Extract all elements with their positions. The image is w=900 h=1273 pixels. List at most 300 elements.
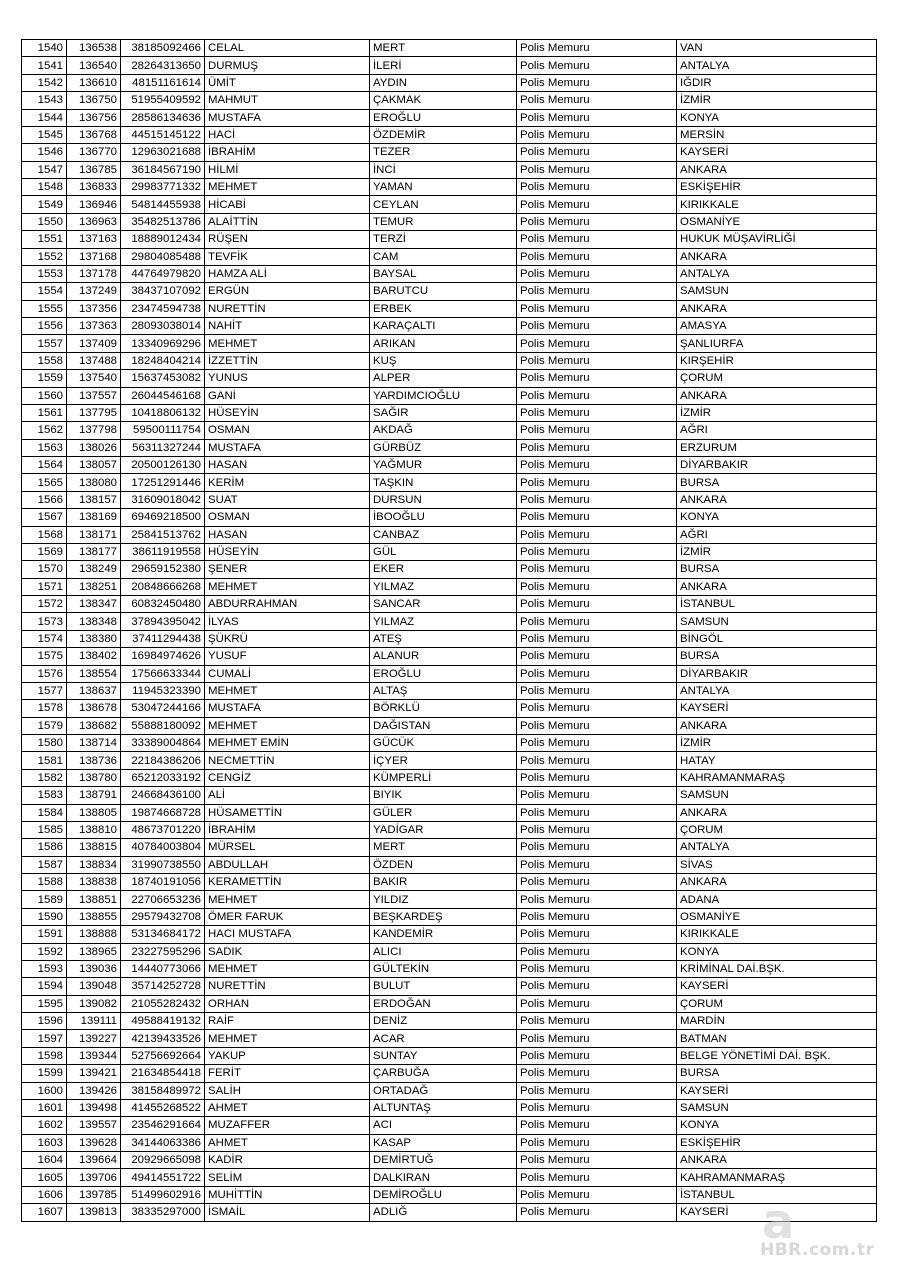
unit-cell: KONYA [677, 1117, 877, 1134]
unit-cell: BİNGÖL [677, 630, 877, 647]
row-number-cell: 1573 [22, 613, 67, 630]
unit-cell: SAMSUN [677, 283, 877, 300]
title-cell: Polis Memuru [517, 717, 677, 734]
first-name-cell: SALİH [205, 1082, 370, 1099]
row-number-cell: 1575 [22, 648, 67, 665]
first-name-cell: NAHİT [205, 318, 370, 335]
title-cell: Polis Memuru [517, 92, 677, 109]
last-name-cell: BAYSAL [370, 265, 517, 282]
table-row [22, 439, 877, 456]
unit-cell: KIRIKKALE [677, 926, 877, 943]
first-name-cell: ŞÜKRÜ [205, 630, 370, 647]
row-number-cell: 1583 [22, 787, 67, 804]
registry-number-cell: 139421 [67, 1065, 121, 1082]
table-row [22, 196, 877, 213]
table-row [22, 700, 877, 717]
first-name-cell: AHMET [205, 1099, 370, 1116]
title-cell: Polis Memuru [517, 1134, 677, 1151]
unit-cell: KAYSERİ [677, 1082, 877, 1099]
row-number-cell: 1604 [22, 1152, 67, 1169]
table-row [22, 509, 877, 526]
first-name-cell: HİCABİ [205, 196, 370, 213]
last-name-cell: KÜMPERLİ [370, 769, 517, 786]
registry-number-cell: 138380 [67, 630, 121, 647]
registry-number-cell: 136540 [67, 57, 121, 74]
first-name-cell: SELİM [205, 1169, 370, 1186]
last-name-cell: DALKIRAN [370, 1169, 517, 1186]
unit-cell: IĞDIR [677, 74, 877, 91]
registry-number-cell: 137163 [67, 231, 121, 248]
unit-cell: ÇORUM [677, 370, 877, 387]
title-cell: Polis Memuru [517, 804, 677, 821]
row-number-cell: 1574 [22, 630, 67, 647]
last-name-cell: YILDIZ [370, 891, 517, 908]
unit-cell: OSMANİYE [677, 908, 877, 925]
first-name-cell: AHMET [205, 1134, 370, 1151]
registry-number-cell: 137178 [67, 265, 121, 282]
first-name-cell: MUSTAFA [205, 700, 370, 717]
id-number-cell: 38158489972 [121, 1082, 205, 1099]
first-name-cell: MEHMET [205, 1030, 370, 1047]
id-number-cell: 18740191056 [121, 874, 205, 891]
id-number-cell: 34144063386 [121, 1134, 205, 1151]
row-number-cell: 1546 [22, 144, 67, 161]
unit-cell: MARDİN [677, 1013, 877, 1030]
title-cell: Polis Memuru [517, 839, 677, 856]
table-row [22, 665, 877, 682]
row-number-cell: 1584 [22, 804, 67, 821]
unit-cell: KAHRAMANMARAŞ [677, 1169, 877, 1186]
last-name-cell: ÇARBUĞA [370, 1065, 517, 1082]
row-number-cell: 1553 [22, 265, 67, 282]
registry-number-cell: 138682 [67, 717, 121, 734]
table-row [22, 161, 877, 178]
registry-number-cell: 139498 [67, 1099, 121, 1116]
first-name-cell: HAMZA ALİ [205, 265, 370, 282]
first-name-cell: MEHMET [205, 960, 370, 977]
registry-number-cell: 136946 [67, 196, 121, 213]
row-number-cell: 1563 [22, 439, 67, 456]
unit-cell: ANKARA [677, 491, 877, 508]
registry-number-cell: 138838 [67, 874, 121, 891]
last-name-cell: DEMİROĞLU [370, 1186, 517, 1203]
first-name-cell: ÖMER FARUK [205, 908, 370, 925]
registry-number-cell: 137363 [67, 318, 121, 335]
title-cell: Polis Memuru [517, 665, 677, 682]
title-cell: Polis Memuru [517, 387, 677, 404]
table-row [22, 179, 877, 196]
unit-cell: İSTANBUL [677, 1186, 877, 1203]
unit-cell: BATMAN [677, 1030, 877, 1047]
title-cell: Polis Memuru [517, 1082, 677, 1099]
registry-number-cell: 139706 [67, 1169, 121, 1186]
watermark-site-text: HBR.com.tr [760, 1240, 875, 1260]
row-number-cell: 1601 [22, 1099, 67, 1116]
registry-number-cell: 139628 [67, 1134, 121, 1151]
registry-number-cell: 137168 [67, 248, 121, 265]
hbr-watermark-logo [752, 1194, 882, 1268]
title-cell: Polis Memuru [517, 439, 677, 456]
row-number-cell: 1577 [22, 682, 67, 699]
row-number-cell: 1592 [22, 943, 67, 960]
table-row [22, 856, 877, 873]
table-row [22, 457, 877, 474]
unit-cell: OSMANİYE [677, 213, 877, 230]
title-cell: Polis Memuru [517, 196, 677, 213]
id-number-cell: 11945323390 [121, 682, 205, 699]
last-name-cell: EKER [370, 561, 517, 578]
registry-number-cell: 138855 [67, 908, 121, 925]
unit-cell: ANTALYA [677, 57, 877, 74]
unit-cell: KRİMİNAL DAİ.BŞK. [677, 960, 877, 977]
unit-cell: ANKARA [677, 300, 877, 317]
last-name-cell: DENİZ [370, 1013, 517, 1030]
registry-number-cell: 138348 [67, 613, 121, 630]
table-row [22, 769, 877, 786]
id-number-cell: 65212033192 [121, 769, 205, 786]
table-row [22, 422, 877, 439]
first-name-cell: MEHMET EMİN [205, 735, 370, 752]
table-row [22, 318, 877, 335]
row-number-cell: 1590 [22, 908, 67, 925]
table-row [22, 265, 877, 282]
row-number-cell: 1562 [22, 422, 67, 439]
unit-cell: ŞANLIURFA [677, 335, 877, 352]
last-name-cell: BÖRKLÜ [370, 700, 517, 717]
row-number-cell: 1566 [22, 491, 67, 508]
row-number-cell: 1591 [22, 926, 67, 943]
unit-cell: ESKİŞEHİR [677, 1134, 877, 1151]
id-number-cell: 44515145122 [121, 126, 205, 143]
title-cell: Polis Memuru [517, 596, 677, 613]
registry-number-cell: 138402 [67, 648, 121, 665]
unit-cell: İZMİR [677, 92, 877, 109]
id-number-cell: 28093038014 [121, 318, 205, 335]
unit-cell: BURSA [677, 561, 877, 578]
id-number-cell: 40784003804 [121, 839, 205, 856]
id-number-cell: 38611919558 [121, 543, 205, 560]
id-number-cell: 13340969296 [121, 335, 205, 352]
title-cell: Polis Memuru [517, 179, 677, 196]
row-number-cell: 1542 [22, 74, 67, 91]
row-number-cell: 1544 [22, 109, 67, 126]
id-number-cell: 52756692664 [121, 1047, 205, 1064]
registry-number-cell: 138169 [67, 509, 121, 526]
id-number-cell: 59500111754 [121, 422, 205, 439]
row-number-cell: 1558 [22, 352, 67, 369]
last-name-cell: GÜLER [370, 804, 517, 821]
id-number-cell: 53134684172 [121, 926, 205, 943]
unit-cell: KAYSERİ [677, 700, 877, 717]
row-number-cell: 1568 [22, 526, 67, 543]
row-number-cell: 1607 [22, 1204, 67, 1221]
unit-cell: İZMİR [677, 543, 877, 560]
last-name-cell: SANCAR [370, 596, 517, 613]
row-number-cell: 1600 [22, 1082, 67, 1099]
last-name-cell: ATEŞ [370, 630, 517, 647]
table-row [22, 630, 877, 647]
table-row [22, 874, 877, 891]
id-number-cell: 21634854418 [121, 1065, 205, 1082]
table-row [22, 1065, 877, 1082]
row-number-cell: 1602 [22, 1117, 67, 1134]
id-number-cell: 24668436100 [121, 787, 205, 804]
table-row [22, 717, 877, 734]
last-name-cell: AKDAĞ [370, 422, 517, 439]
last-name-cell: KUŞ [370, 352, 517, 369]
title-cell: Polis Memuru [517, 1065, 677, 1082]
table-row [22, 1117, 877, 1134]
row-number-cell: 1559 [22, 370, 67, 387]
first-name-cell: NECMETTİN [205, 752, 370, 769]
title-cell: Polis Memuru [517, 40, 677, 57]
title-cell: Polis Memuru [517, 995, 677, 1012]
title-cell: Polis Memuru [517, 613, 677, 630]
table-row [22, 1030, 877, 1047]
table-row [22, 57, 877, 74]
title-cell: Polis Memuru [517, 352, 677, 369]
id-number-cell: 26044546168 [121, 387, 205, 404]
first-name-cell: MEHMET [205, 891, 370, 908]
id-number-cell: 38335297000 [121, 1204, 205, 1221]
row-number-cell: 1541 [22, 57, 67, 74]
first-name-cell: KERAMETTİN [205, 874, 370, 891]
table-row [22, 40, 877, 57]
registry-number-cell: 139785 [67, 1186, 121, 1203]
id-number-cell: 23474594738 [121, 300, 205, 317]
first-name-cell: CELAL [205, 40, 370, 57]
row-number-cell: 1595 [22, 995, 67, 1012]
table-row [22, 891, 877, 908]
unit-cell: ANKARA [677, 717, 877, 734]
row-number-cell: 1593 [22, 960, 67, 977]
title-cell: Polis Memuru [517, 1117, 677, 1134]
id-number-cell: 15637453082 [121, 370, 205, 387]
registry-number-cell: 139426 [67, 1082, 121, 1099]
table-row [22, 960, 877, 977]
registry-number-cell: 139227 [67, 1030, 121, 1047]
unit-cell: ÇORUM [677, 821, 877, 838]
last-name-cell: SUNTAY [370, 1047, 517, 1064]
table-row [22, 248, 877, 265]
first-name-cell: MUSTAFA [205, 109, 370, 126]
title-cell: Polis Memuru [517, 769, 677, 786]
row-number-cell: 1556 [22, 318, 67, 335]
registry-number-cell: 138810 [67, 821, 121, 838]
registry-number-cell: 138805 [67, 804, 121, 821]
title-cell: Polis Memuru [517, 1013, 677, 1030]
first-name-cell: CUMALİ [205, 665, 370, 682]
registry-number-cell: 139344 [67, 1047, 121, 1064]
table-row [22, 1186, 877, 1203]
table-row [22, 648, 877, 665]
last-name-cell: ÇAKMAK [370, 92, 517, 109]
id-number-cell: 60832450480 [121, 596, 205, 613]
last-name-cell: GÜL [370, 543, 517, 560]
title-cell: Polis Memuru [517, 891, 677, 908]
title-cell: Polis Memuru [517, 561, 677, 578]
last-name-cell: KASAP [370, 1134, 517, 1151]
table-row [22, 213, 877, 230]
unit-cell: ANKARA [677, 248, 877, 265]
last-name-cell: DAĞISTAN [370, 717, 517, 734]
title-cell: Polis Memuru [517, 648, 677, 665]
table-row [22, 578, 877, 595]
row-number-cell: 1555 [22, 300, 67, 317]
personnel-table-container [21, 39, 876, 1222]
row-number-cell: 1606 [22, 1186, 67, 1203]
id-number-cell: 23227595296 [121, 943, 205, 960]
row-number-cell: 1586 [22, 839, 67, 856]
last-name-cell: EROĞLU [370, 665, 517, 682]
first-name-cell: ABDULLAH [205, 856, 370, 873]
first-name-cell: HÜSEYİN [205, 543, 370, 560]
row-number-cell: 1561 [22, 404, 67, 421]
unit-cell: MERSİN [677, 126, 877, 143]
first-name-cell: MEHMET [205, 179, 370, 196]
registry-number-cell: 138171 [67, 526, 121, 543]
first-name-cell: NURETTİN [205, 978, 370, 995]
last-name-cell: YILMAZ [370, 578, 517, 595]
last-name-cell: ACI [370, 1117, 517, 1134]
unit-cell: HATAY [677, 752, 877, 769]
registry-number-cell: 138177 [67, 543, 121, 560]
first-name-cell: DURMUŞ [205, 57, 370, 74]
last-name-cell: MERT [370, 839, 517, 856]
last-name-cell: TAŞKIN [370, 474, 517, 491]
table-row [22, 526, 877, 543]
table-row [22, 1013, 877, 1030]
title-cell: Polis Memuru [517, 960, 677, 977]
title-cell: Polis Memuru [517, 144, 677, 161]
id-number-cell: 53047244166 [121, 700, 205, 717]
id-number-cell: 23546291664 [121, 1117, 205, 1134]
unit-cell: BELGE YÖNETİMİ DAİ. BŞK. [677, 1047, 877, 1064]
first-name-cell: YUSUF [205, 648, 370, 665]
registry-number-cell: 138815 [67, 839, 121, 856]
last-name-cell: ERBEK [370, 300, 517, 317]
table-row [22, 74, 877, 91]
title-cell: Polis Memuru [517, 491, 677, 508]
row-number-cell: 1588 [22, 874, 67, 891]
last-name-cell: İÇYER [370, 752, 517, 769]
unit-cell: VAN [677, 40, 877, 57]
table-row [22, 387, 877, 404]
row-number-cell: 1565 [22, 474, 67, 491]
id-number-cell: 35714252728 [121, 978, 205, 995]
registry-number-cell: 138780 [67, 769, 121, 786]
id-number-cell: 20929665098 [121, 1152, 205, 1169]
id-number-cell: 29983771332 [121, 179, 205, 196]
last-name-cell: SAĞIR [370, 404, 517, 421]
last-name-cell: TERZİ [370, 231, 517, 248]
id-number-cell: 48151161614 [121, 74, 205, 91]
row-number-cell: 1570 [22, 561, 67, 578]
first-name-cell: MUSTAFA [205, 439, 370, 456]
last-name-cell: YAMAN [370, 179, 517, 196]
last-name-cell: CAM [370, 248, 517, 265]
table-row [22, 352, 877, 369]
registry-number-cell: 137540 [67, 370, 121, 387]
id-number-cell: 12963021688 [121, 144, 205, 161]
row-number-cell: 1552 [22, 248, 67, 265]
row-number-cell: 1581 [22, 752, 67, 769]
last-name-cell: İBOOĞLU [370, 509, 517, 526]
title-cell: Polis Memuru [517, 787, 677, 804]
first-name-cell: ÜMİT [205, 74, 370, 91]
registry-number-cell: 136610 [67, 74, 121, 91]
title-cell: Polis Memuru [517, 457, 677, 474]
title-cell: Polis Memuru [517, 474, 677, 491]
registry-number-cell: 139664 [67, 1152, 121, 1169]
title-cell: Polis Memuru [517, 509, 677, 526]
unit-cell: KAYSERİ [677, 1204, 877, 1221]
first-name-cell: CENGİZ [205, 769, 370, 786]
first-name-cell: MAHMUT [205, 92, 370, 109]
first-name-cell: KERİM [205, 474, 370, 491]
id-number-cell: 29579432708 [121, 908, 205, 925]
id-number-cell: 35482513786 [121, 213, 205, 230]
registry-number-cell: 138834 [67, 856, 121, 873]
title-cell: Polis Memuru [517, 1152, 677, 1169]
title-cell: Polis Memuru [517, 1186, 677, 1203]
row-number-cell: 1548 [22, 179, 67, 196]
unit-cell: KONYA [677, 509, 877, 526]
unit-cell: DİYARBAKIR [677, 457, 877, 474]
last-name-cell: KARAÇALTI [370, 318, 517, 335]
title-cell: Polis Memuru [517, 682, 677, 699]
first-name-cell: MEHMET [205, 578, 370, 595]
table-row [22, 335, 877, 352]
table-row [22, 1099, 877, 1116]
last-name-cell: DURSUN [370, 491, 517, 508]
first-name-cell: HACI MUSTAFA [205, 926, 370, 943]
row-number-cell: 1545 [22, 126, 67, 143]
unit-cell: AĞRI [677, 422, 877, 439]
table-row [22, 926, 877, 943]
title-cell: Polis Memuru [517, 1169, 677, 1186]
last-name-cell: BAKIR [370, 874, 517, 891]
row-number-cell: 1578 [22, 700, 67, 717]
last-name-cell: AYDIN [370, 74, 517, 91]
first-name-cell: OSMAN [205, 422, 370, 439]
first-name-cell: MUHİTTİN [205, 1186, 370, 1203]
id-number-cell: 37894395042 [121, 613, 205, 630]
first-name-cell: İLYAS [205, 613, 370, 630]
table-row [22, 1169, 877, 1186]
row-number-cell: 1576 [22, 665, 67, 682]
registry-number-cell: 137488 [67, 352, 121, 369]
registry-number-cell: 136538 [67, 40, 121, 57]
table-row [22, 92, 877, 109]
last-name-cell: ALPER [370, 370, 517, 387]
title-cell: Polis Memuru [517, 1030, 677, 1047]
registry-number-cell: 138791 [67, 787, 121, 804]
first-name-cell: SUAT [205, 491, 370, 508]
registry-number-cell: 138157 [67, 491, 121, 508]
unit-cell: BURSA [677, 1065, 877, 1082]
table-row [22, 752, 877, 769]
row-number-cell: 1598 [22, 1047, 67, 1064]
title-cell: Polis Memuru [517, 874, 677, 891]
unit-cell: KAYSERİ [677, 144, 877, 161]
first-name-cell: ORHAN [205, 995, 370, 1012]
table-row [22, 404, 877, 421]
title-cell: Polis Memuru [517, 265, 677, 282]
title-cell: Polis Memuru [517, 318, 677, 335]
last-name-cell: KANDEMİR [370, 926, 517, 943]
id-number-cell: 17251291446 [121, 474, 205, 491]
